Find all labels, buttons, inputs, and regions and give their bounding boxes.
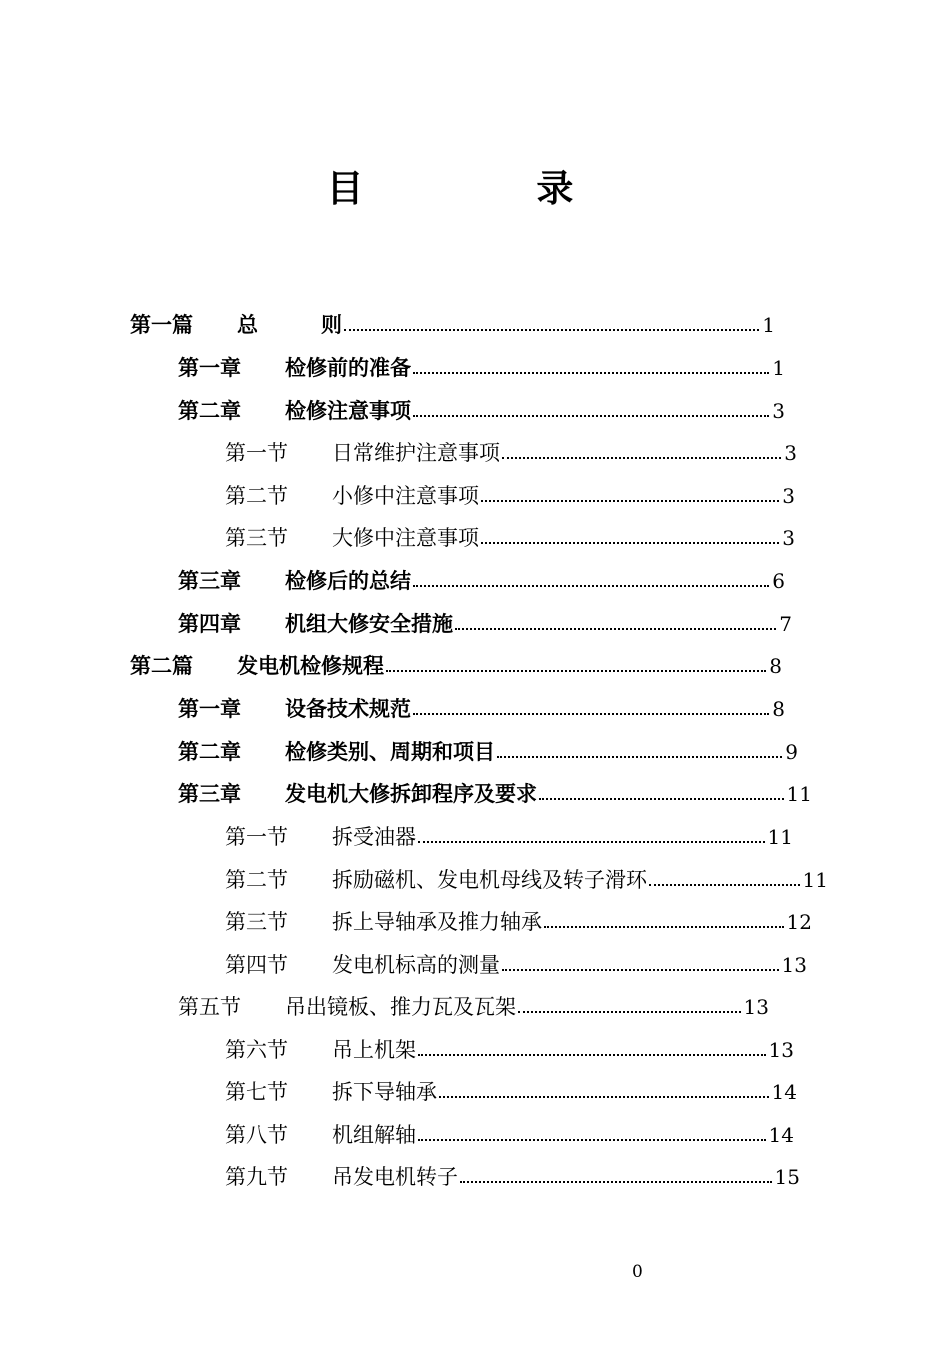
toc-entry[interactable] [178, 694, 785, 724]
toc-entry-page-number: 14 [768, 1123, 794, 1147]
toc-entry-title: 检修类别、周期和项目 [285, 740, 495, 764]
toc-dot-leader [497, 756, 782, 758]
toc-entry-page-number: 8 [769, 654, 782, 678]
toc-entry-page-number: 15 [774, 1165, 800, 1189]
toc-entry-label: 第三节 [225, 910, 288, 934]
page-title: 目 录 [326, 167, 654, 210]
toc-entry[interactable] [225, 950, 807, 980]
toc-dot-leader [539, 798, 784, 800]
toc-entry[interactable] [225, 1162, 800, 1192]
toc-entry-label: 第二节 [225, 868, 288, 892]
toc-entry-title: 日常维护注意事项 [332, 441, 500, 465]
toc-entry-title: 检修注意事项 [285, 399, 411, 423]
toc-entry-title: 吊上机架 [332, 1038, 416, 1062]
toc-entry-label: 第八节 [225, 1123, 288, 1147]
toc-dot-leader [481, 500, 779, 502]
toc-dot-leader [344, 329, 759, 331]
toc-entry-page-number: 13 [781, 953, 807, 977]
toc-entry[interactable] [178, 396, 785, 426]
toc-entry-title: 设备技术规范 [285, 697, 411, 721]
toc-entry-title: 吊出镜板、推力瓦及瓦架 [285, 995, 516, 1019]
toc-entry-page-number: 8 [772, 697, 785, 721]
toc-dot-leader [518, 1011, 741, 1013]
toc-entry-page-number: 12 [786, 910, 812, 934]
toc-dot-leader [413, 372, 769, 374]
toc-entry-title: 拆励磁机、发电机母线及转子滑环 [332, 868, 647, 892]
toc-dot-leader [439, 1096, 769, 1098]
toc-entry-label: 第二章 [178, 399, 241, 423]
toc-entry[interactable] [225, 822, 793, 852]
toc-entry-title: 拆受油器 [332, 825, 416, 849]
toc-entry-page-number: 3 [782, 484, 795, 508]
toc-entry-label: 第四章 [178, 612, 241, 636]
toc-dot-leader [481, 542, 779, 544]
toc-entry-title: 机组大修安全措施 [285, 612, 453, 636]
toc-entry-page-number: 3 [772, 399, 785, 423]
toc-entry[interactable] [178, 779, 812, 809]
toc-entry-page-number: 6 [772, 569, 785, 593]
toc-dot-leader [544, 926, 784, 928]
toc-dot-leader [413, 585, 769, 587]
toc-entry-label: 第六节 [225, 1038, 288, 1062]
toc-entry[interactable] [178, 353, 785, 383]
toc-entry[interactable] [178, 737, 798, 767]
toc-entry-label: 第五节 [178, 995, 241, 1019]
toc-entry-page-number: 14 [771, 1080, 797, 1104]
toc-entry[interactable] [225, 865, 828, 895]
toc-entry-title: 发电机大修拆卸程序及要求 [285, 782, 537, 806]
toc-entry[interactable] [225, 907, 812, 937]
toc-entry-page-number: 9 [785, 740, 798, 764]
toc-entry-title: 发电机标高的测量 [332, 953, 500, 977]
toc-dot-leader [649, 884, 800, 886]
toc-entry-title: 发电机检修规程 [237, 654, 384, 678]
toc-entry-label: 第三节 [225, 526, 288, 550]
toc-entry-label: 第三章 [178, 569, 241, 593]
toc-dot-leader [455, 628, 776, 630]
toc-dot-leader [460, 1181, 772, 1183]
toc-entry-page-number: 11 [786, 782, 812, 806]
toc-entry[interactable] [178, 992, 769, 1022]
toc-entry-title: 拆上导轴承及推力轴承 [332, 910, 542, 934]
toc-dot-leader [418, 841, 765, 843]
toc-entry-title: 机组解轴 [332, 1123, 416, 1147]
toc-entry[interactable] [178, 566, 785, 596]
toc-entry-page-number: 3 [784, 441, 797, 465]
toc-entry[interactable] [178, 609, 792, 639]
toc-entry-page-number: 13 [743, 995, 769, 1019]
toc-entry-page-number: 11 [802, 868, 828, 892]
toc-entry-label: 第一节 [225, 441, 288, 465]
toc-dot-leader [502, 457, 781, 459]
toc-entry[interactable] [225, 481, 795, 511]
toc-entry[interactable] [225, 1077, 797, 1107]
toc-dot-leader [413, 713, 769, 715]
toc-dot-leader [386, 670, 766, 672]
toc-entry-page-number: 1 [762, 313, 775, 337]
toc-entry-page-number: 3 [782, 526, 795, 550]
toc-entry-label: 第九节 [225, 1165, 288, 1189]
toc-entry-title: 总 则 [237, 313, 342, 337]
toc-entry-label: 第三章 [178, 782, 241, 806]
toc-entry-title: 吊发电机转子 [332, 1165, 458, 1189]
toc-entry-page-number: 13 [768, 1038, 794, 1062]
toc-entry[interactable] [130, 651, 782, 681]
toc-entry-label: 第七节 [225, 1080, 288, 1104]
toc-entry-title: 大修中注意事项 [332, 526, 479, 550]
toc-entry-label: 第一章 [178, 697, 241, 721]
toc-dot-leader [502, 969, 779, 971]
toc-dot-leader [418, 1139, 766, 1141]
toc-entry[interactable] [225, 523, 795, 553]
toc-entry[interactable] [225, 1120, 794, 1150]
toc-entry[interactable] [130, 310, 775, 340]
toc-entry-label: 第四节 [225, 953, 288, 977]
toc-entry-label: 第二节 [225, 484, 288, 508]
toc-dot-leader [418, 1054, 766, 1056]
toc-entry-label: 第一篇 [130, 313, 193, 337]
footer-page-number: 0 [632, 1262, 643, 1282]
toc-entry-label: 第二篇 [130, 654, 193, 678]
toc-entry[interactable] [225, 1035, 794, 1065]
toc-entry-title: 检修后的总结 [285, 569, 411, 593]
toc-entry[interactable] [225, 438, 797, 468]
toc-entry-title: 检修前的准备 [285, 356, 411, 380]
toc-entry-title: 小修中注意事项 [332, 484, 479, 508]
toc-entry-page-number: 1 [772, 356, 785, 380]
toc-entry-label: 第一章 [178, 356, 241, 380]
toc-entry-label: 第二章 [178, 740, 241, 764]
toc-entry-title: 拆下导轴承 [332, 1080, 437, 1104]
toc-entry-page-number: 11 [767, 825, 793, 849]
toc-entry-page-number: 7 [779, 612, 792, 636]
toc-entry-label: 第一节 [225, 825, 288, 849]
toc-dot-leader [413, 415, 769, 417]
